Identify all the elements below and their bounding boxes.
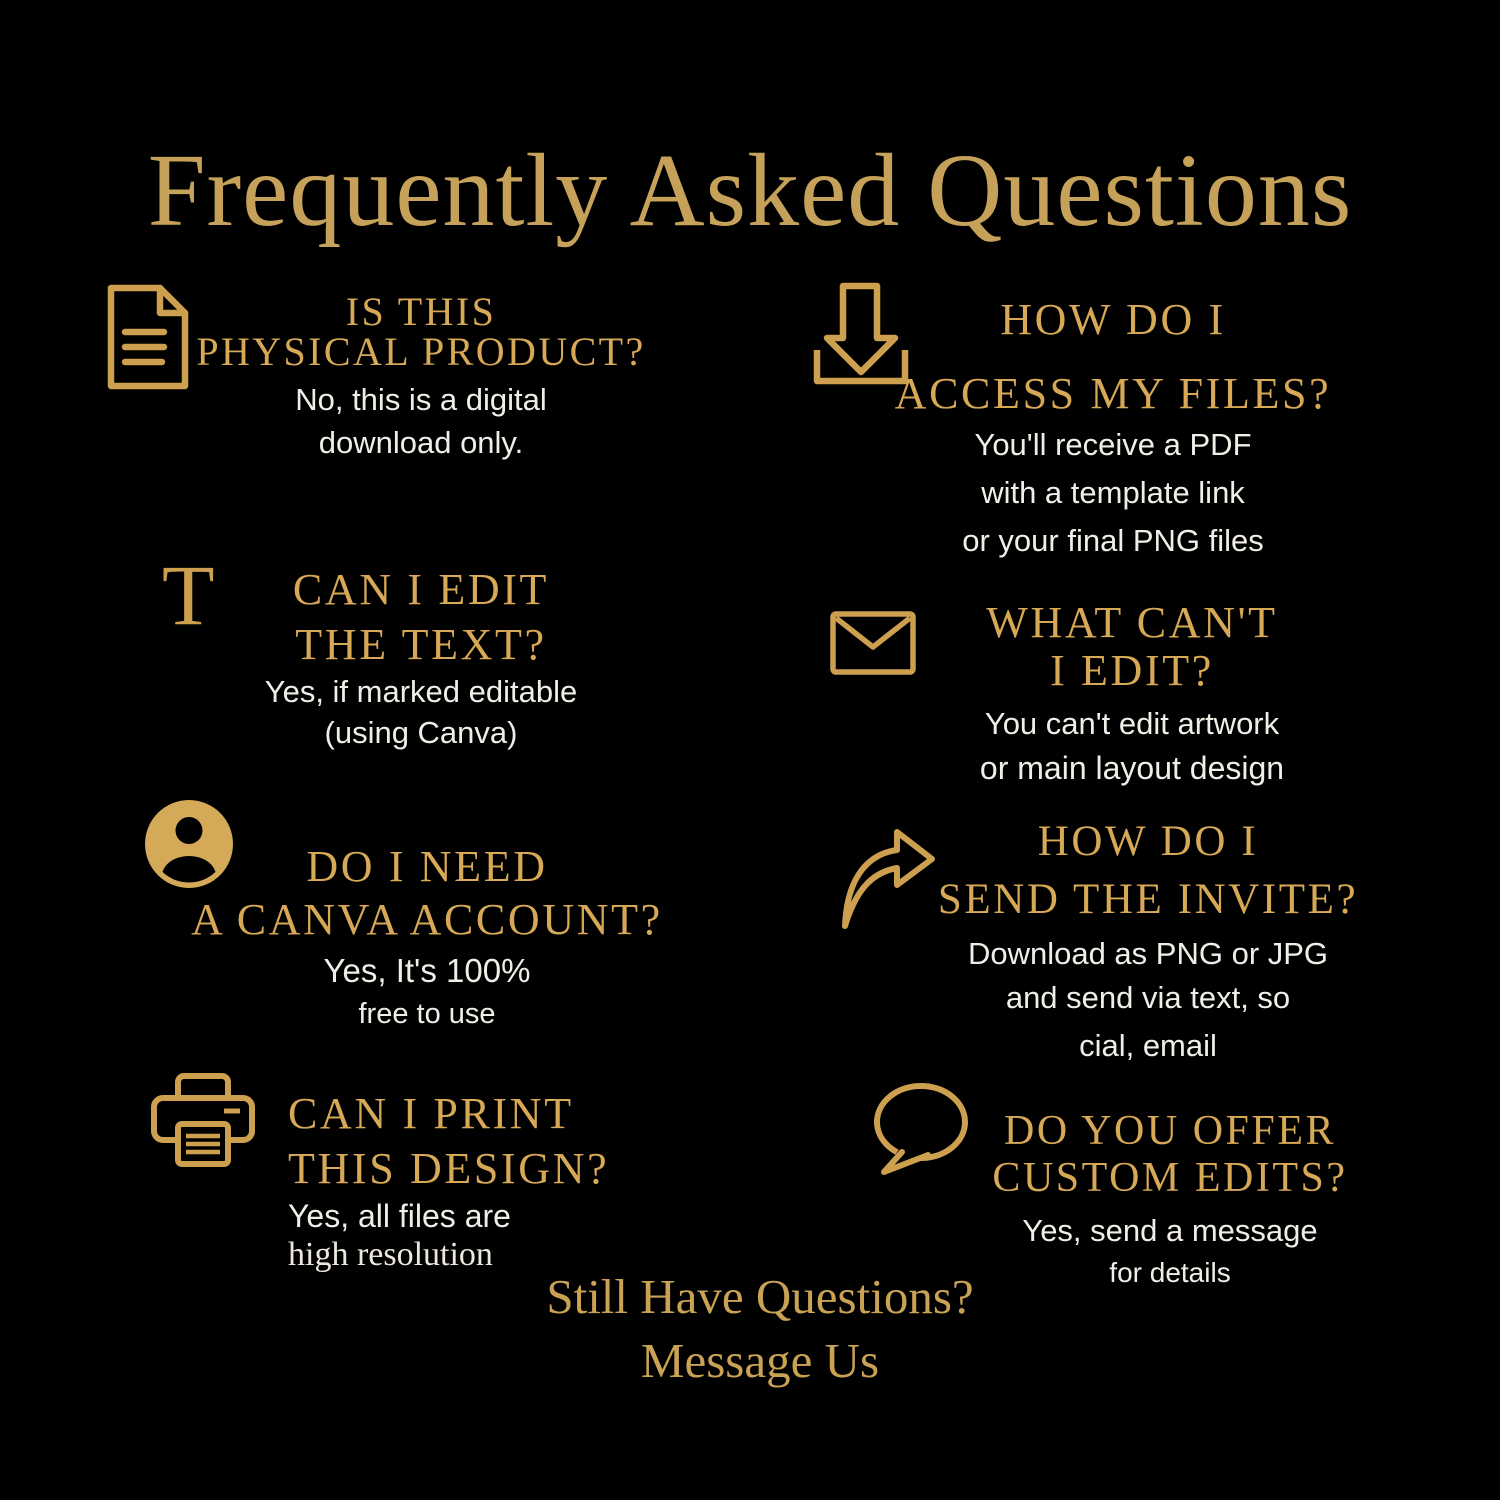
faq-answer-line: Yes, if marked editable [264, 674, 578, 709]
faq-heading-line: ACCESS MY FILES? [894, 369, 1332, 418]
footer-question: Still Have Questions? [546, 1269, 974, 1324]
faq-answer-line: free to use [358, 998, 496, 1030]
faq-heading-line: CUSTOM EDITS? [992, 1155, 1348, 1201]
faq-answer-line: You can't edit artwork [984, 706, 1280, 741]
faq-heading-line: THIS DESIGN? [288, 1144, 610, 1193]
faq-heading-line: PHYSICAL PRODUCT? [196, 329, 646, 374]
page-title: Frequently Asked Questions [147, 133, 1353, 248]
faq-item-edit-text [121, 565, 721, 750]
faq-answer-line: Yes, all files are [288, 1198, 511, 1234]
faq-heading-line: WHAT CAN'T [986, 598, 1278, 647]
faq-item-access-files [813, 295, 1413, 558]
faq-heading-line: HOW DO I [1000, 295, 1226, 344]
faq-answer-line: and send via text, so [1005, 980, 1291, 1015]
faq-answer-line: or your final PNG files [962, 523, 1264, 558]
faq-answer-line: (using Canva) [324, 715, 518, 750]
faq-answer-line: high resolution [288, 1236, 493, 1273]
faq-heading-line: SEND THE INVITE? [937, 876, 1359, 923]
faq-item-physical-product [121, 289, 721, 460]
printer-icon [148, 1072, 258, 1175]
faq-answer-line: with a template link [981, 475, 1245, 510]
faq-item-canva-account [127, 842, 727, 1030]
faq-answer-line: download only. [318, 425, 524, 460]
faq-answer-line: for details [1109, 1257, 1231, 1288]
faq-answer-line: You'll receive a PDF [974, 427, 1252, 462]
faq-heading-line: CAN I PRINT [288, 1089, 574, 1138]
footer [260, 1269, 1260, 1388]
faq-heading-line: IS THIS [345, 289, 497, 334]
faq-answer-line: or main layout design [979, 750, 1285, 786]
faq-answer-line: No, this is a digital [295, 382, 547, 417]
faq-item-custom-edits [870, 1110, 1470, 1287]
faq-heading-line: HOW DO I [1037, 818, 1259, 865]
faq-item-cant-edit [832, 598, 1432, 786]
faq-heading-line: DO I NEED [306, 842, 548, 891]
footer-cta: Message Us [640, 1333, 880, 1388]
faq-answer-line: Yes, send a message [1022, 1213, 1318, 1248]
faq-item-print-design [288, 1089, 708, 1273]
faq-heading-line: THE TEXT? [295, 620, 547, 669]
faq-heading-line: DO YOU OFFER [1003, 1108, 1337, 1154]
faq-heading-line: I EDIT? [1050, 646, 1214, 695]
faq-heading-line: CAN I EDIT [292, 565, 550, 614]
faq-answer-line: cial, email [1079, 1028, 1217, 1063]
faq-heading-line: A CANVA ACCOUNT? [191, 895, 663, 944]
faq-item-send-invite [848, 820, 1448, 1061]
faq-answer-line: Download as PNG or JPG [967, 936, 1329, 971]
text-icon: T [162, 547, 215, 643]
faq-answer-line: Yes, It's 100% [323, 952, 531, 989]
